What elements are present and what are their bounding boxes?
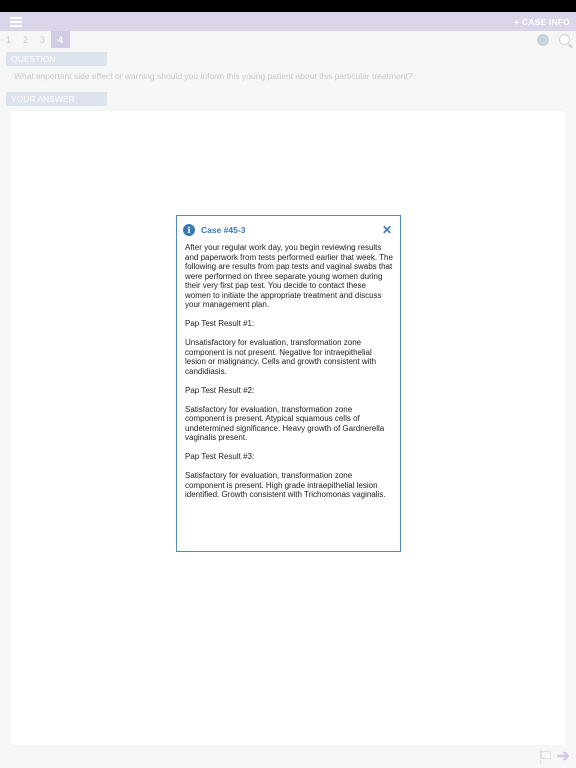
bottom-nav [539, 750, 570, 764]
result-heading-3: Pap Test Result #3: [185, 452, 255, 461]
status-bar [0, 0, 576, 12]
flag-icon[interactable] [539, 750, 551, 764]
globe-icon[interactable] [537, 34, 549, 46]
next-arrow-icon[interactable]: ➔ [556, 748, 570, 765]
tab-2[interactable]: 2 [22, 34, 28, 45]
tab-4[interactable]: 4 [51, 31, 70, 48]
tab-1[interactable]: 1 [5, 34, 11, 45]
result-text-1: Unsatisfactory for evaluation, transformation zone component is not present. Negative for intraepithelial lesion or malignancy. Cells and growth consistent with candidiasis. [185, 338, 377, 376]
modal-header [183, 223, 392, 237]
tab-3[interactable]: 3 [39, 34, 45, 45]
modal-title: Case #45-3 [201, 225, 246, 235]
question-label: QUESTION [6, 52, 107, 66]
result-heading-2: Pap Test Result #2: [185, 385, 255, 395]
modal-body [185, 243, 393, 509]
hamburger-menu-icon[interactable] [10, 17, 22, 27]
case-description: After your regular work day, you begin reviewing results and paperwork from tests performed earlier that week. The following are results from pap tests and vaginal swabs that were performed on three separate young women during their very first pap test. You decide to contact these women to initiate the appropriate treatment and discuss your management plan. [185, 243, 393, 309]
result-text-3: Satisfactory for evaluation, transformation zone component is present. High grade intraepithelial lesion identified. Growth consistent with Trichomonas vaginalis. [185, 471, 386, 499]
case-info-modal [176, 215, 401, 552]
question-tabs [0, 31, 70, 48]
question-text: What important side effect or warning should you inform this young patient about this particular treatment? [14, 71, 413, 81]
case-info-button[interactable]: + CASE INFO [514, 16, 570, 27]
result-heading-1: Pap Test Result #1: [185, 319, 255, 328]
search-icon[interactable] [559, 34, 570, 45]
top-icons [537, 34, 570, 46]
result-text-2: Satisfactory for evaluation, transformation zone component is present. Atypical squamous cells of undetermined significance. Heavy growth of Gardnerella vaginalis present. [185, 404, 385, 442]
close-icon[interactable]: ✕ [381, 223, 392, 237]
info-icon: i [183, 224, 195, 236]
app-header [0, 12, 576, 31]
your-answer-label: YOUR ANSWER [6, 92, 107, 106]
